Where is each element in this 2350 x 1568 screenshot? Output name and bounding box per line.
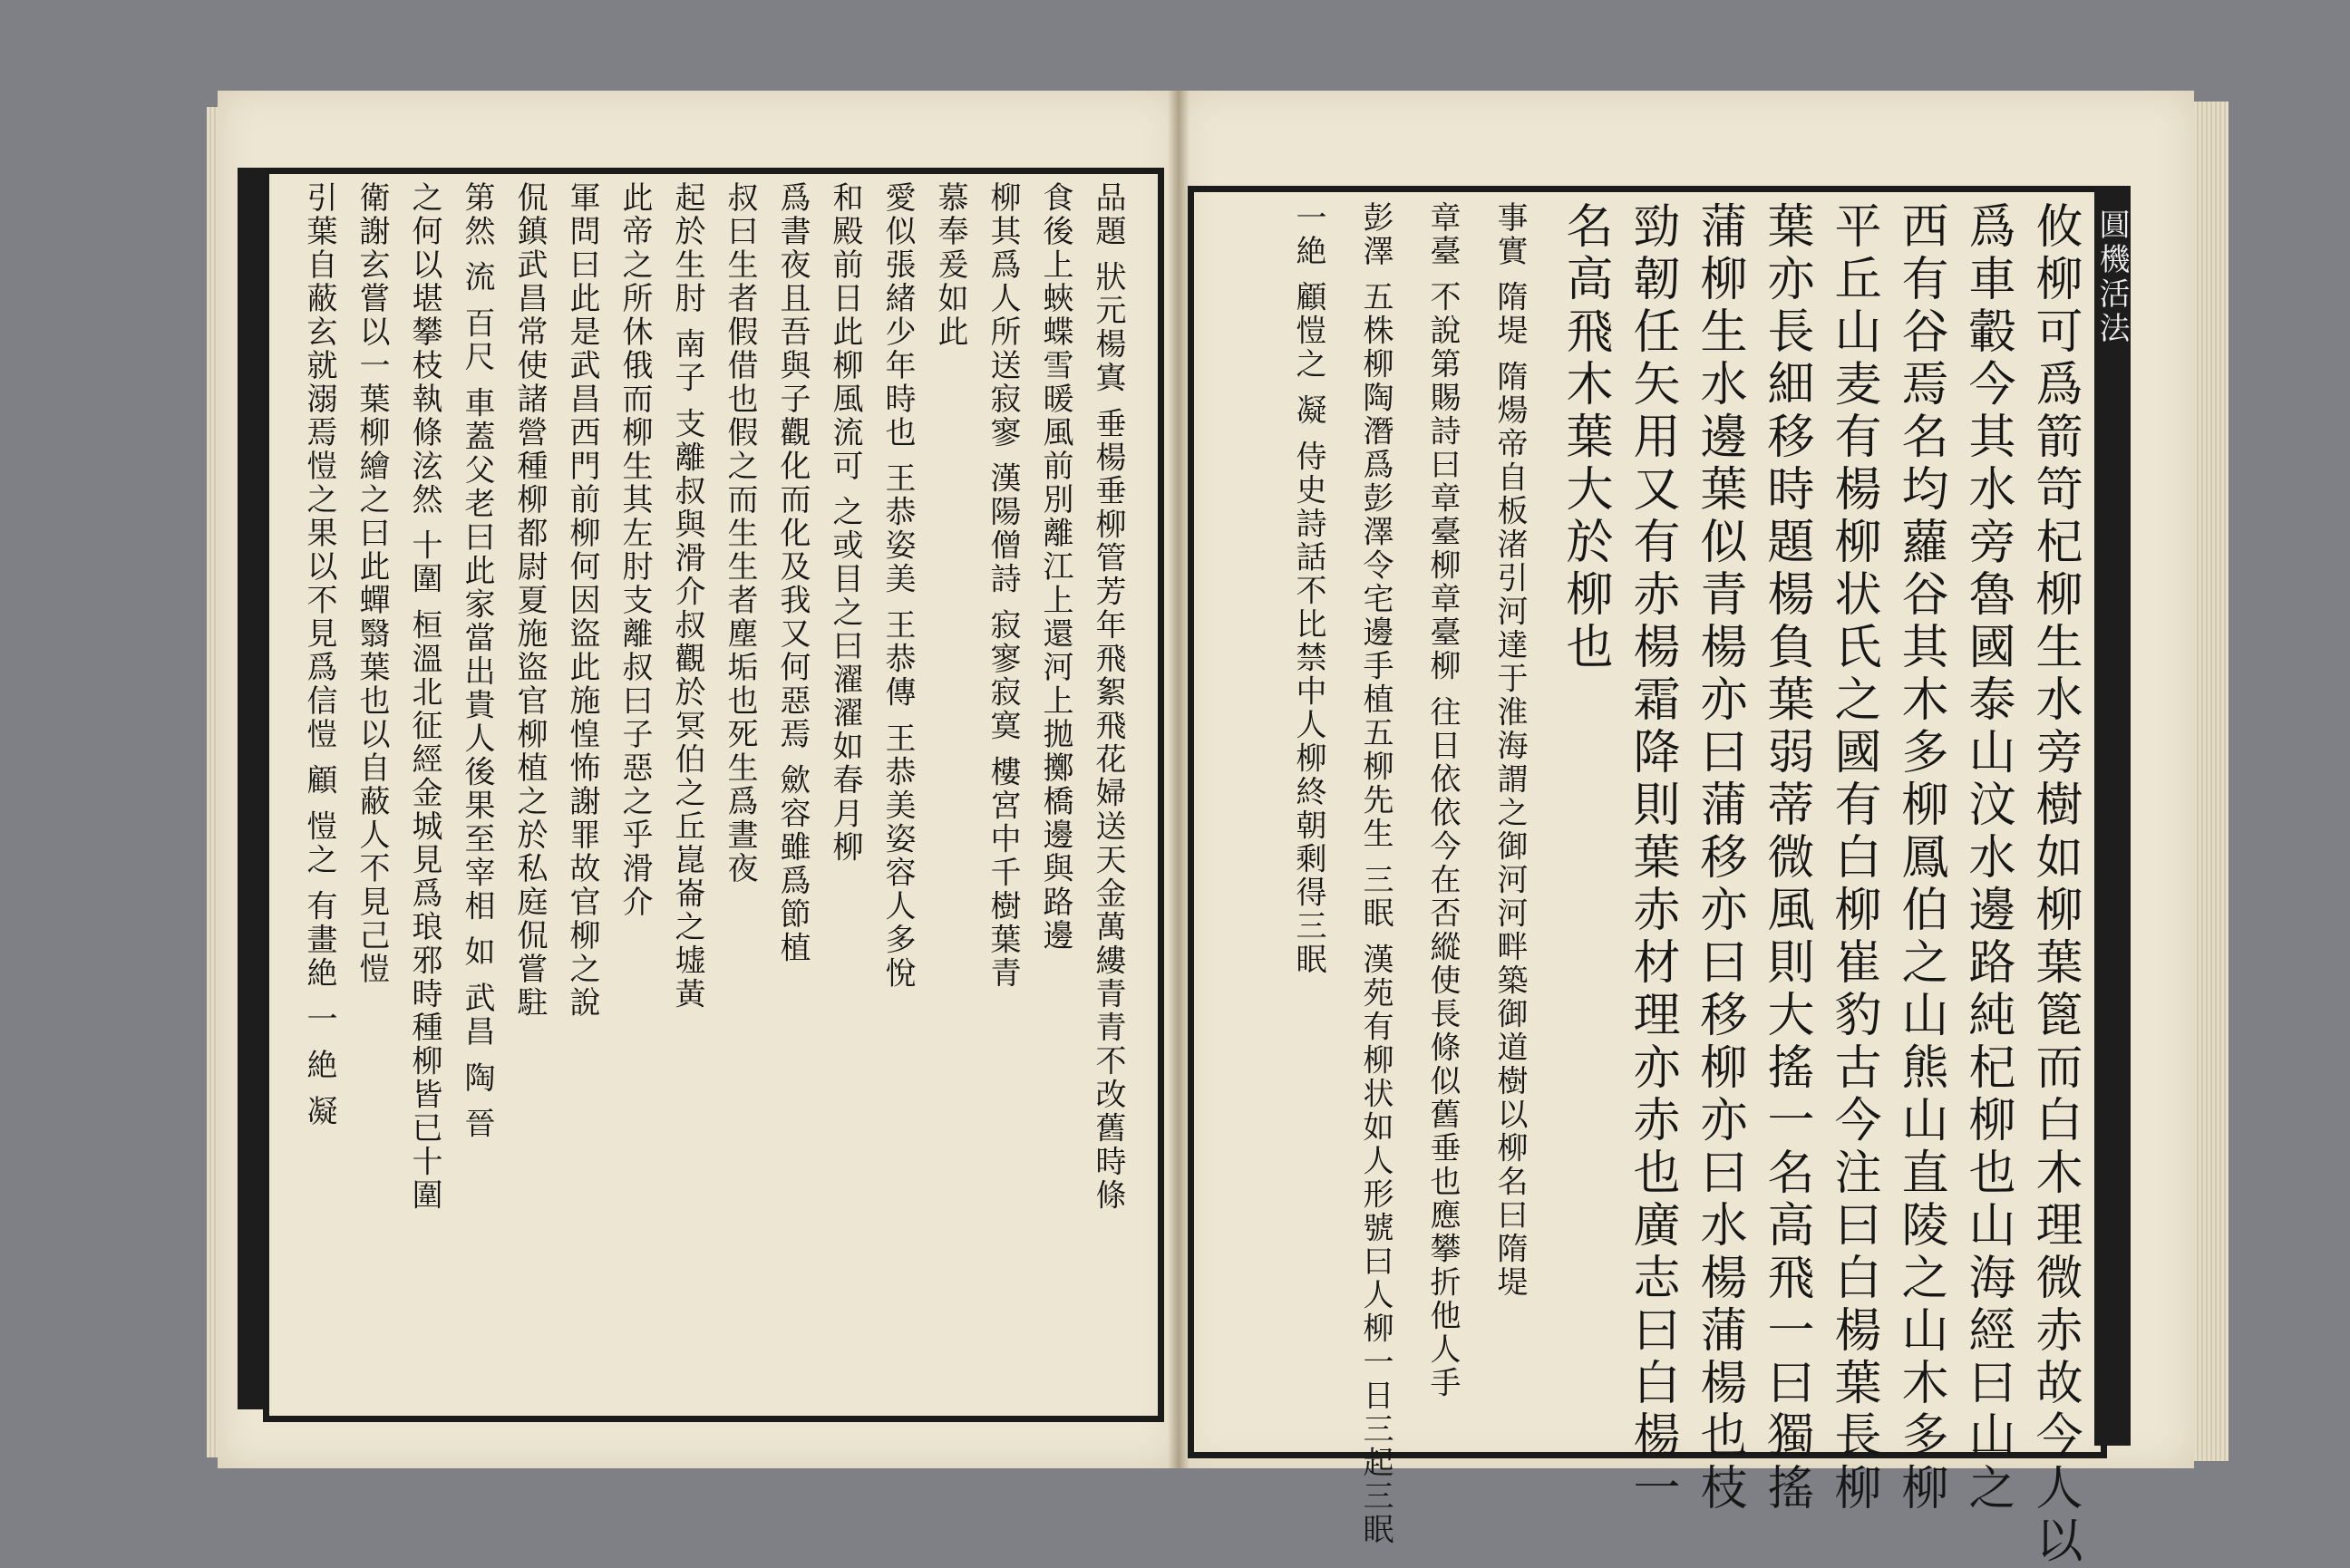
text-column: 起於生肘 南子 支離叔與滑介叔觀於冥伯之丘崑崙之墟黃 (669, 181, 705, 1011)
text-column: 引葉自蔽玄就溺焉愷之果以不見爲信愷 顧 愷之 有畫絶 一 絶 凝 (301, 181, 337, 1128)
text-column: 第然 流 百尺 車蓋父老曰此家當出貴人後果至宰相 如 武昌 陶 晉 (459, 181, 495, 1141)
text-column: 西有谷焉名均蘿谷其木多柳鳳伯之山熊山直陵之山木多柳 (1893, 201, 1947, 1515)
text-column: 衛謝玄嘗以一葉柳繪之曰此蟬翳葉也以自蔽人不見己愷 (354, 181, 390, 986)
text-column: 爲書夜且吾與子觀化而化及我又何惡焉 歛容雖爲節植 (774, 181, 811, 965)
text-column: 勁韌任矢用又有赤楊霜降則葉赤材理亦赤也廣志曰白楊一 (1625, 201, 1679, 1515)
text-column: 此帝之所休俄而柳生其左肘支離叔曰子惡之乎滑介 (617, 181, 653, 919)
text-column: 爲車轂今其水旁魯國泰山汶水邊路純杞柳也山海經曰山之 (1960, 201, 2015, 1515)
text-column: 叔曰生者假借也假之而生生者塵垢也死生爲晝夜 (722, 181, 758, 886)
left-fold-strip (238, 168, 265, 1409)
text-column: 一絶 顧愷之 凝 侍史詩話不比禁中人柳終朝剩得三眠 (1290, 201, 1326, 977)
text-column: 攸柳可爲箭笴杞柳生水旁樹如柳葉篦而白木理微赤故今人以 (2027, 201, 2082, 1568)
text-column: 章臺 不說第賜詩曰章臺柳章臺柳 往日依依今在否縱使長條似舊垂也應攀折他人手 (1424, 201, 1461, 1400)
text-column: 慕奉爰如此 (932, 181, 968, 349)
text-column: 柳其爲人所送寂寥 漢陽僧詩 寂寥寂寞 樓宮中千樹葉青 (985, 181, 1021, 991)
text-column: 蒲柳生水邊葉似青楊亦曰蒲移亦曰移柳亦曰水楊蒲楊也枝 (1692, 201, 1746, 1515)
text-column: 彭澤 五株柳陶潛爲彭澤令宅邊手植五柳先生 三眠 漢苑有柳状如人形號曰人柳一日三起三眠 (1357, 201, 1393, 1547)
book-gutter (1168, 91, 1190, 1468)
left-text-frame (263, 168, 1164, 1422)
text-column: 愛似張緒少年時也 王恭姿美 王恭傳 王恭美姿容人多悅 (879, 181, 916, 991)
text-column: 軍問曰此是武昌西門前柳何因盜此施惶怖謝罪故官柳之說 (564, 181, 600, 1020)
text-column: 和殿前日此柳風流可 之或目之曰濯濯如春月柳 (827, 181, 863, 865)
text-column: 平丘山麦有楊柳状氏之國有白柳崔豹古今注曰白楊葉長柳 (1826, 201, 1880, 1515)
text-column: 侃鎮武昌常使諸營種柳都尉夏施盜官柳植之於私庭侃嘗駐 (511, 181, 548, 1020)
text-column: 事實 隋堤 隋煬帝自板渚引河達于淮海謂之御河河畔築御道樹以柳名曰隋堤 (1491, 201, 1528, 1300)
text-column: 之何以堪攀枝執條泫然 十圍 桓溫北征經金城見爲琅邪時種柳皆已十圍 (406, 181, 442, 1213)
text-column: 食後上蛺蝶雪暖風前別離江上還河上拋擲橋邊與路邊 (1037, 181, 1073, 953)
text-column: 葉亦長細移時題楊負葉弱蒂微風則大搖一名高飛一曰獨搖 (1759, 201, 1813, 1515)
margin-title: 圓機活法 (2093, 208, 2130, 346)
text-column: 名高飛木葉大於柳也 (1558, 201, 1612, 674)
text-column: 品題 狀元楊寘 垂楊垂柳管芳年飛絮飛花婦送天金萬縷青青不改舊時條 (1090, 181, 1126, 1213)
